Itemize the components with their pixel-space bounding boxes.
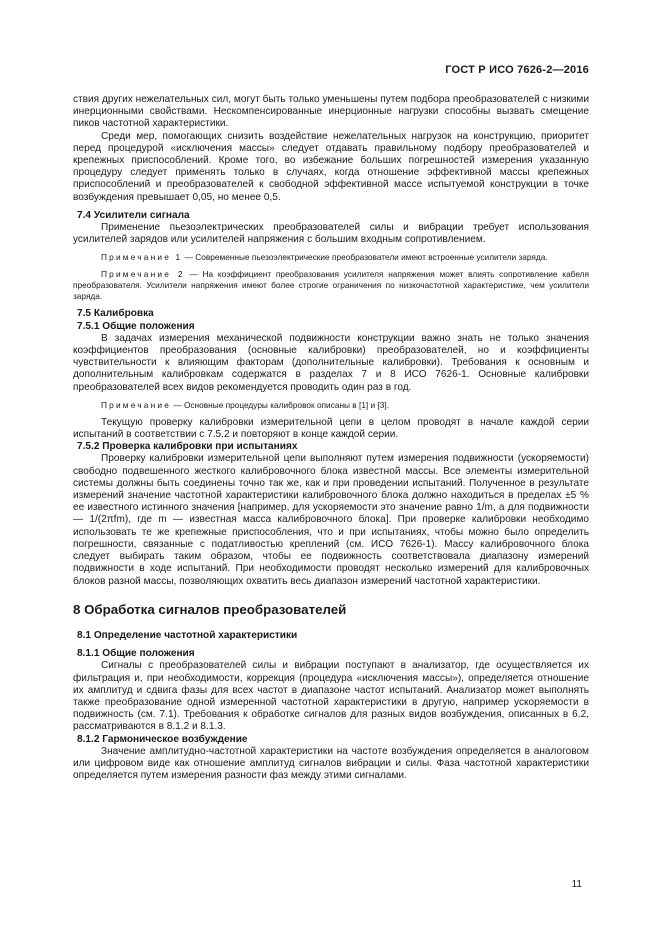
page-body [73,94,589,782]
note-label: Примечание 2 [101,269,185,280]
subsection-heading-7-5-1: 7.5.1 Общие положения [77,320,195,332]
note-1 [73,252,589,263]
section-heading-8: 8 Обработка сигналов преобразователей [73,601,347,617]
note-label: Примечание [101,399,172,410]
note-3 [73,400,589,411]
paragraph: Текущую проверку калибровки измерительной цепи в целом проводят в начале каждой серии испытаний в соответствии с 7.5.2 и повторяют в конце каждой серии. [73,416,589,441]
running-header: ГОСТ Р ИСО 7626-2—2016 [445,64,589,76]
note-2 [73,269,589,302]
paragraph: В задачах измерения механической подвижности конструкции важно знать не только значения коэффициентов преобразования (основные калибровки) преобразователей, но и коэффициенты чувствительности к влияющим факторам (дополнительные калибровки). Требования к основным и дополнительным калибровкам содержатся в разделах 7 и 8 ИСО 7626-1. Основные калибровки преобразователей всех видов рекомендуется проводить один раз в год. [73,332,589,393]
note-label: Примечание 1 [101,252,183,263]
section-heading-7-4: 7.4 Усилители сигнала [77,209,190,221]
paragraph: ствия других нежелательных сил, могут быть только уменьшены путем подбора преобразователей с низкими инерционными свойствами. Нескомпенсированные инерционные нагрузки способны вызвать смещение пиков частотной характеристики. [73,94,589,130]
paragraph: Среди мер, помогающих снизить воздействие нежелательных нагрузок на конструкцию, приоритет перед процедурой «исключения массы» следует отдавать правильному подбору преобразователей и крепежных приспособлений. Кроме того, во избежание больших погрешностей измерения указанную процедуру следует применять только в случаях, когда отношение эффективной массы крепежных приспособлений и преобразователей к свободной эффективной массе испытуемой конструкции в точке возбуждения превышает 0,05, но менее 0,5. [73,130,589,203]
section-heading-7-5: 7.5 Калибровка [77,308,154,320]
page-number: 11 [571,879,582,890]
subsection-heading-7-5-2: 7.5.2 Проверка калибровки при испытаниях [77,441,298,453]
subsection-heading-8-1-2: 8.1.2 Гармоническое возбуждение [77,733,248,745]
section-heading-8-1: 8.1 Определение частотной характеристики [77,629,298,641]
note-text: — Основные процедуры калибровок описаны в [1] и [3]. [171,399,390,410]
paragraph: Сигналы с преобразователей силы и вибрации поступают в анализатор, где осуществляется их фильтрация и, при необходимости, коррекция (процедура «исключения массы»), определяется отношение их амплитуд и сдвига фазы для всех частот в диапазоне частот испытаний. Анализатор может выполнять также преобразование одной измеренной частотной характеристики в другую, например ускоряемости в подвижность (см. 7.1). Требования к обработке сигналов для разных видов возбуждения, описанных в 6.2, рассматриваются в 8.1.2 и 8.1.3. [73,660,589,733]
paragraph: Значение амплитудно-частотной характеристики на частоте возбуждения определяется в аналоговом или цифровом виде как отношение амплитуд сигналов вибрации и силы. Фаза частотной характеристики определяется путем измерения разности фаз между этими сигналами. [73,745,589,782]
paragraph: Проверку калибровки измерительной цепи выполняют путем измерения подвижности (ускоряемости) свободно подвешенного жесткого калибровочного блока известной массы. Все элементы измерительной системы должны быть соединены точно так же, как и при проведении испытаний. Полученное в результате измерений значение частотной характеристики калибровочного блока должно находиться в пределах ±5 % ее известного истинного значения [например, для ускоряемости это значение равно 1/m, а для подвижности — 1/(2πfm), где m — известная масса калибровочного блока]. При проверке калибровки необходимо использовать те же крепежные приспособления, что и при испытаниях, чтобы можно было определить погрешности, связанные с податливостью креплений (см. ИСО 7626-1). Массу калибровочного блока следует выбирать таким образом, чтобы ее подвижность соответствовала диапазону измерений подвижности в ходе испытаний. При необходимости проводят несколько измерений для калибровочных блоков разной массы, позволяющих охватить весь диапазон измерений частотной характеристики. [73,453,589,587]
subsection-heading-8-1-1: 8.1.1 Общие положения [77,648,195,660]
note-text: — Современные пьезоэлектрические преобразователи имеют встроенные усилители заряда. [182,252,548,263]
paragraph: Применение пьезоэлектрических преобразователей силы и вибрации требует использования усилителей зарядов или усилителей напряжения с большим входным сопротивлением. [73,222,589,246]
note-text: — На коэффициент преобразования усилителя напряжения может влиять сопротивление кабеля преобразователя. Усилители напряжения имеют более строгие ограничения по низкочастотной характеристике, чем усилители заряда. [73,269,590,302]
